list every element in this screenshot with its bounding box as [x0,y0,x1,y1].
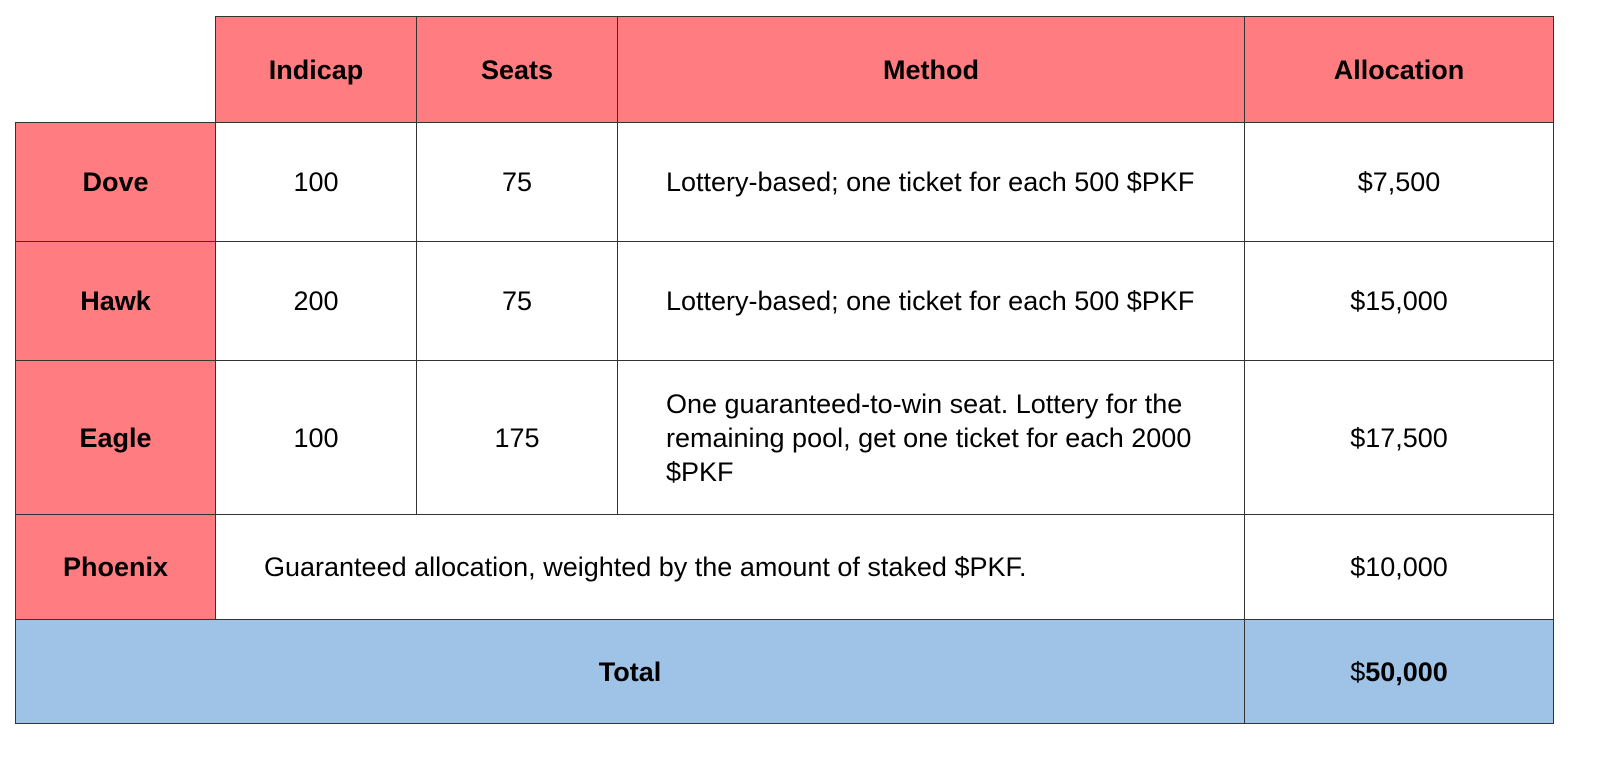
tier-name-phoenix: Phoenix [16,515,216,620]
indicap-eagle: 100 [216,361,417,515]
table-row-eagle [16,361,1554,515]
total-amount: 50,000 [1365,656,1448,687]
table-row-phoenix [16,515,1554,620]
header-allocation: Allocation [1245,17,1554,123]
allocation-eagle: $17,500 [1245,361,1554,515]
allocation-table [15,16,1554,724]
method-hawk: Lottery-based; one ticket for each 500 $PKF [618,242,1245,361]
indicap-hawk: 200 [216,242,417,361]
seats-dove: 75 [417,123,618,242]
table-row-hawk [16,242,1554,361]
allocation-phoenix: $10,000 [1245,515,1554,620]
allocation-dove: $7,500 [1245,123,1554,242]
blank-corner-cell [16,17,216,123]
header-method: Method [618,17,1245,123]
seats-hawk: 75 [417,242,618,361]
method-dove: Lottery-based; one ticket for each 500 $PKF [618,123,1245,242]
method-eagle: One guaranteed-to-win seat. Lottery for the remaining pool, get one ticket for each 2000 $PKF [618,361,1245,515]
header-indicap: Indicap [216,17,417,123]
description-phoenix: Guaranteed allocation, weighted by the amount of staked $PKF. [216,515,1245,620]
seats-eagle: 175 [417,361,618,515]
header-seats: Seats [417,17,618,123]
indicap-dove: 100 [216,123,417,242]
allocation-hawk: $15,000 [1245,242,1554,361]
total-row [16,620,1554,724]
total-currency: $ [1350,656,1366,687]
tier-name-hawk: Hawk [16,242,216,361]
total-label: Total [16,620,1245,724]
total-value [1245,620,1554,724]
tier-name-eagle: Eagle [16,361,216,515]
tier-name-dove: Dove [16,123,216,242]
table-row-dove [16,123,1554,242]
header-row [16,17,1554,123]
